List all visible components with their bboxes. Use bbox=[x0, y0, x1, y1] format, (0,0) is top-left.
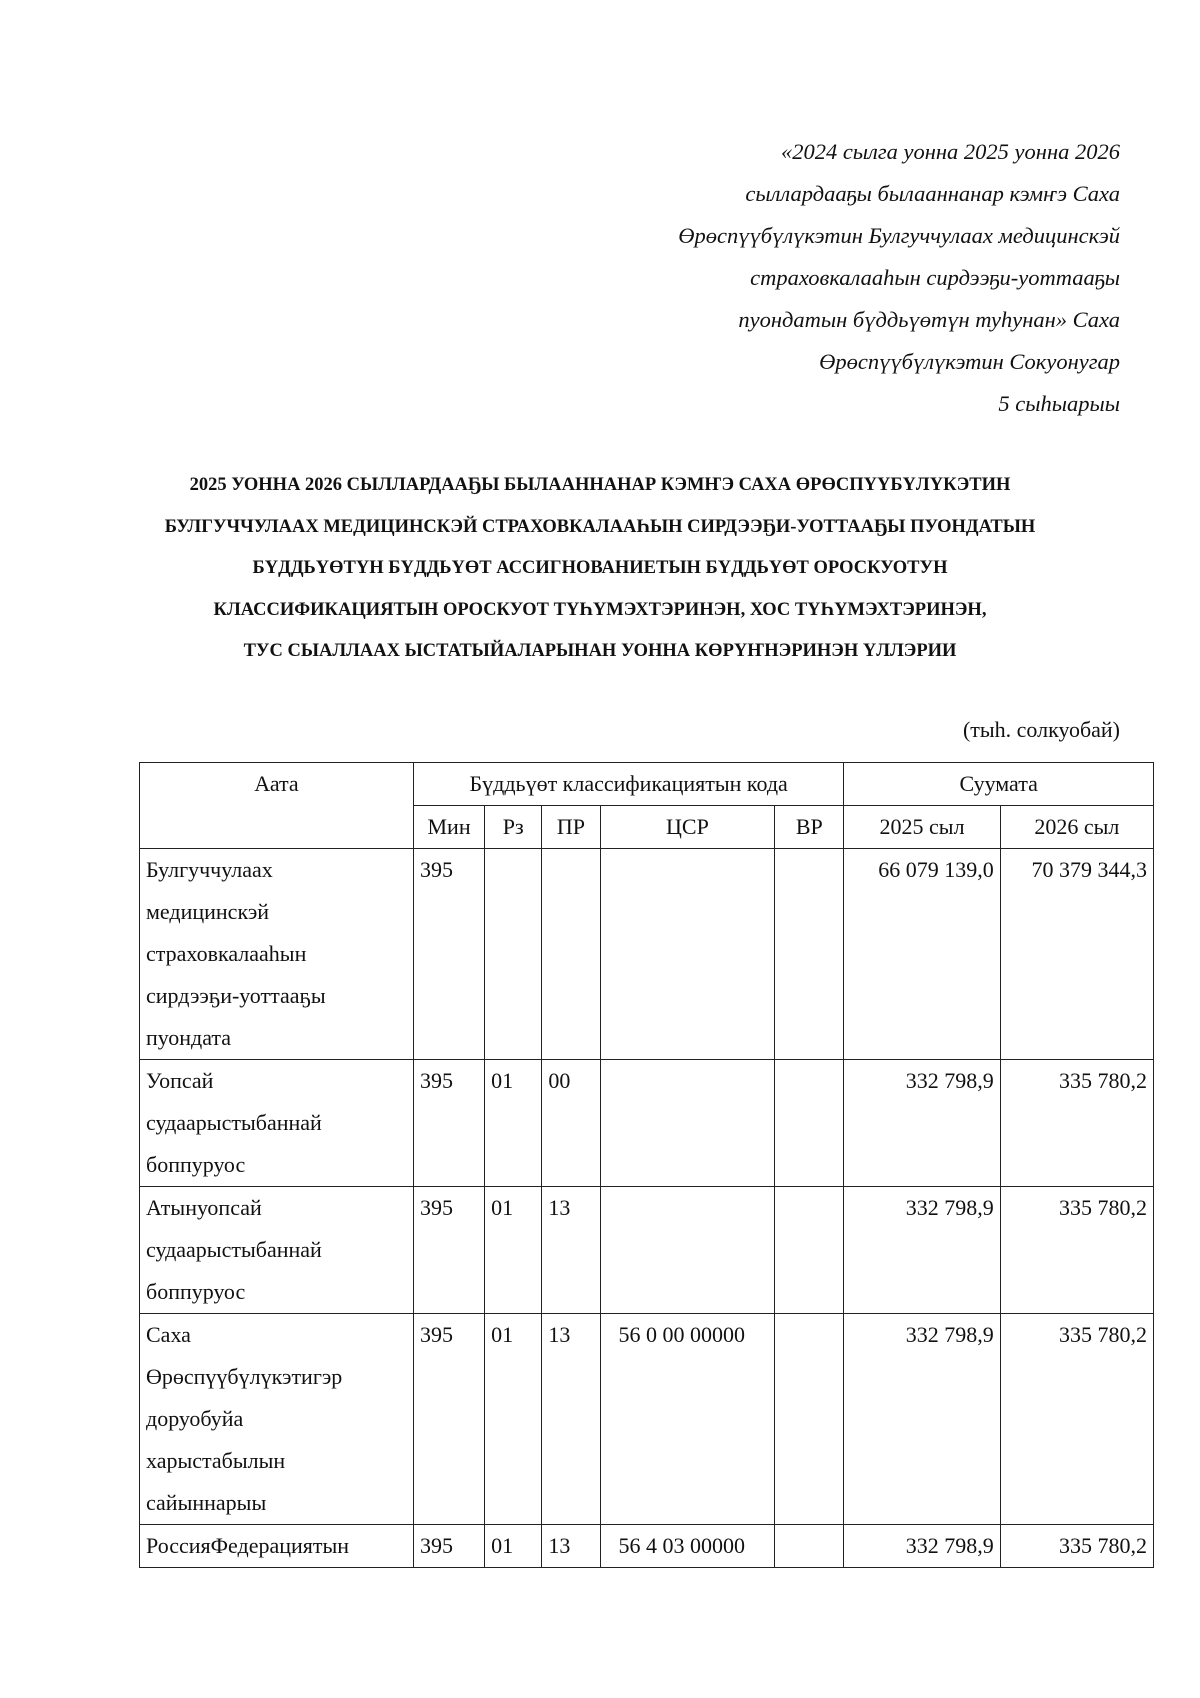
row-vr bbox=[775, 1060, 844, 1187]
row-pr: 00 bbox=[542, 1060, 600, 1187]
title-line: БУЛГУЧЧУЛААХ МЕДИЦИНСКЭЙ СТРАХОВКАЛААҺЫН СИРДЭЭҔИ-УОТТААҔЫ ПУОНДАТЫН bbox=[164, 516, 1036, 537]
row-name-line: медицинскэй bbox=[146, 899, 270, 924]
row-name-line: судаарыстыбаннай bbox=[146, 1110, 322, 1135]
row-name-line: Өрөспүүбүлүкэтигэр bbox=[146, 1364, 343, 1389]
row-min: 395 bbox=[413, 1314, 484, 1525]
row-min: 395 bbox=[413, 849, 484, 1060]
approval-line: «2024 сылга уонна 2025 уонна 2026 bbox=[780, 139, 1120, 164]
row-name-line: Булгуччулаах bbox=[146, 857, 273, 882]
row-name-line-justified bbox=[146, 1187, 407, 1229]
row-csr bbox=[600, 1187, 775, 1314]
row-name-line: харыстабылын bbox=[146, 1448, 286, 1473]
row-rz: 01 bbox=[485, 1060, 542, 1187]
header-vr: ВР bbox=[775, 806, 844, 849]
row-name bbox=[140, 1525, 414, 1568]
row-sum-2026: 335 780,2 bbox=[1000, 1314, 1153, 1525]
row-rz: 01 bbox=[485, 1314, 542, 1525]
row-name-line: боппуруос bbox=[146, 1279, 246, 1304]
row-name-line: доруобуйа bbox=[146, 1406, 244, 1431]
approval-note bbox=[560, 131, 1120, 425]
row-csr bbox=[600, 849, 775, 1060]
row-sum-2025: 66 079 139,0 bbox=[844, 849, 1000, 1060]
units-label: (тыһ. солкуобай) bbox=[962, 717, 1120, 742]
approval-line: сыллардааҕы былааннанар кэмҥэ Саха bbox=[745, 181, 1120, 206]
row-name-line: страховкалааһын bbox=[146, 941, 307, 966]
row-name bbox=[140, 1060, 414, 1187]
row-pr: 13 bbox=[542, 1525, 600, 1568]
row-rz bbox=[485, 849, 542, 1060]
header-rz: Рз bbox=[485, 806, 542, 849]
row-sum-2026: 70 379 344,3 bbox=[1000, 849, 1153, 1060]
approval-line: Өрөспүүбүлүкэтин Булгуччулаах медицинскэй bbox=[678, 223, 1120, 248]
row-name-word: уопсай bbox=[196, 1195, 262, 1220]
row-min: 395 bbox=[413, 1187, 484, 1314]
row-min: 395 bbox=[413, 1060, 484, 1187]
row-name bbox=[140, 849, 414, 1060]
row-rz: 01 bbox=[485, 1187, 542, 1314]
row-sum-2026: 335 780,2 bbox=[1000, 1060, 1153, 1187]
approval-line: пуондатын бүддьүөтүн туһунан» Саха bbox=[738, 307, 1120, 332]
row-name-line-justified bbox=[146, 1525, 407, 1567]
table-header-row bbox=[140, 763, 1154, 806]
row-name-line: пуондата bbox=[146, 1025, 232, 1050]
title-line: КЛАССИФИКАЦИЯТЫН ОРОСКУОТ ТҮҺҮМЭХТЭРИНЭН, ХОС ТҮҺҮМЭХТЭРИНЭН, bbox=[213, 599, 987, 620]
header-2025: 2025 сыл bbox=[844, 806, 1000, 849]
approval-line: Өрөспүүбүлүкэтин Сокуонугар bbox=[819, 349, 1120, 374]
row-name-line: сирдээҕи-уоттааҕы bbox=[146, 983, 326, 1008]
row-sum-2025: 332 798,9 bbox=[844, 1525, 1000, 1568]
row-csr: 56 0 00 00000 bbox=[600, 1314, 775, 1525]
approval-line: 5 сыһыарыы bbox=[998, 391, 1120, 416]
title-line: 2025 УОННА 2026 СЫЛЛАРДААҔЫ БЫЛААННАНАР КЭМҤЭ САХА ӨРӨСПҮҮБҮЛҮКЭТИН bbox=[189, 475, 1011, 495]
budget-table bbox=[139, 762, 1154, 1568]
row-pr bbox=[542, 849, 600, 1060]
row-sum-2026: 335 780,2 bbox=[1000, 1187, 1153, 1314]
row-csr bbox=[600, 1060, 775, 1187]
header-codes-group: Бүддьүөт классификациятын кода bbox=[413, 763, 843, 806]
document-title bbox=[110, 465, 1090, 673]
row-vr bbox=[775, 1187, 844, 1314]
row-name bbox=[140, 1314, 414, 1525]
title-line: БҮДДЬҮӨТҮН БҮДДЬҮӨТ АССИГНОВАНИЕТЫН БҮДДЬҮӨТ ОРОСКУОТУН bbox=[252, 558, 948, 578]
table-row bbox=[140, 1060, 1154, 1187]
approval-line: страховкалааһын сирдээҕи-уоттааҕы bbox=[750, 265, 1120, 290]
row-name-word: Атын bbox=[146, 1195, 197, 1220]
header-name: Аата bbox=[140, 763, 414, 849]
row-sum-2025: 332 798,9 bbox=[844, 1314, 1000, 1525]
table-row bbox=[140, 1314, 1154, 1525]
row-sum-2025: 332 798,9 bbox=[844, 1060, 1000, 1187]
header-pr: ПР bbox=[542, 806, 600, 849]
row-name-word: Федерациятын bbox=[210, 1533, 350, 1558]
header-sum-group: Суумата bbox=[844, 763, 1154, 806]
row-name-line: боппуруос bbox=[146, 1152, 246, 1177]
row-name-line: Уопсай bbox=[146, 1068, 214, 1093]
row-csr: 56 4 03 00000 bbox=[600, 1525, 775, 1568]
row-pr: 13 bbox=[542, 1187, 600, 1314]
table-row bbox=[140, 1187, 1154, 1314]
row-vr bbox=[775, 1525, 844, 1568]
row-min: 395 bbox=[413, 1525, 484, 1568]
row-name-word: Россия bbox=[146, 1533, 211, 1558]
row-sum-2026: 335 780,2 bbox=[1000, 1525, 1153, 1568]
row-name-line: Саха bbox=[146, 1322, 191, 1347]
header-min: Мин bbox=[413, 806, 484, 849]
row-name bbox=[140, 1187, 414, 1314]
title-line: ТУС СЫАЛЛААХ ЫСТАТЫЙАЛАРЫНАН УОННА КӨРҮҤНЭРИНЭН ҮЛЛЭРИИ bbox=[243, 641, 957, 661]
row-vr bbox=[775, 849, 844, 1060]
header-csr: ЦСР bbox=[600, 806, 775, 849]
row-name-line: сайыннарыы bbox=[146, 1490, 267, 1515]
table-row bbox=[140, 1525, 1154, 1568]
row-pr: 13 bbox=[542, 1314, 600, 1525]
row-rz: 01 bbox=[485, 1525, 542, 1568]
table-row bbox=[140, 849, 1154, 1060]
row-name-line: судаарыстыбаннай bbox=[146, 1237, 322, 1262]
row-vr bbox=[775, 1314, 844, 1525]
header-2026: 2026 сыл bbox=[1000, 806, 1153, 849]
row-sum-2025: 332 798,9 bbox=[844, 1187, 1000, 1314]
